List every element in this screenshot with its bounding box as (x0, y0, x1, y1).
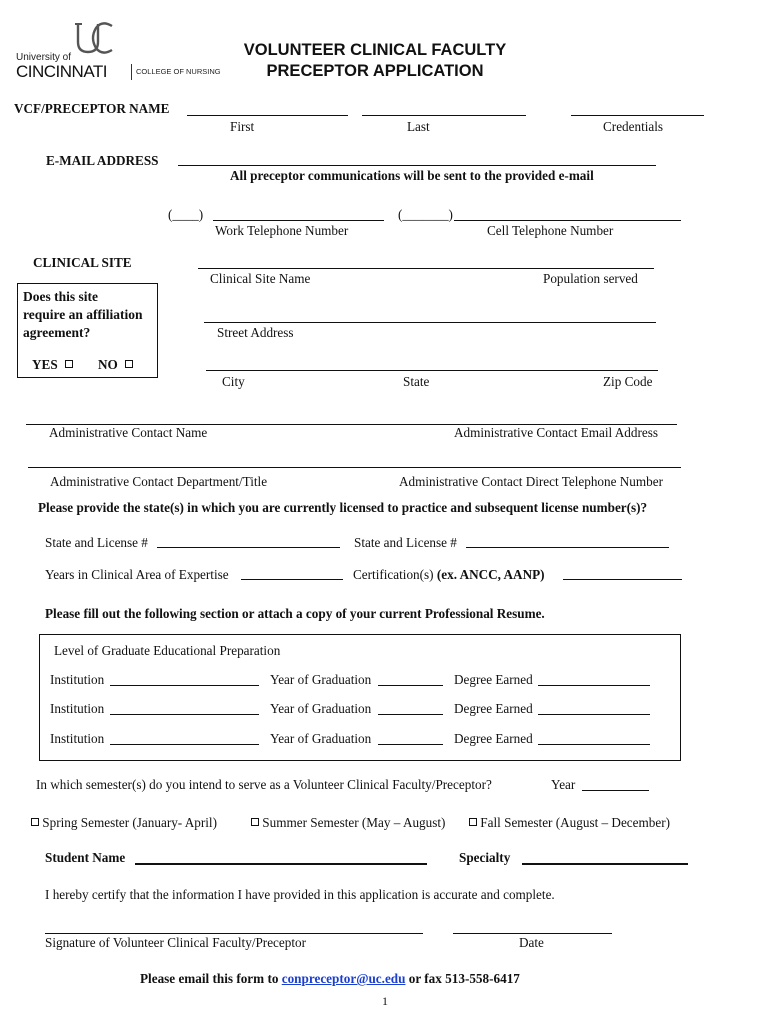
year-label: Year (551, 777, 576, 792)
work-area-code[interactable]: (____) (168, 207, 204, 222)
title-line-1: VOLUNTEER CLINICAL FACULTY (243, 41, 507, 59)
degree-earned-label: Degree Earned (454, 672, 533, 687)
year-graduation-field[interactable] (378, 685, 443, 686)
years-expertise-label: Years in Clinical Area of Expertise (45, 567, 229, 582)
student-name-field[interactable] (135, 863, 427, 865)
admin-phone-label: Administrative Contact Direct Telephone Number (399, 474, 663, 489)
title-line-2: PRECEPTOR APPLICATION (266, 62, 484, 80)
street-address-field[interactable] (204, 322, 656, 323)
degree-earned-label: Degree Earned (454, 701, 533, 716)
institution-label: Institution (50, 701, 105, 716)
logo-university-of: University of (16, 52, 72, 63)
credentials-field[interactable] (571, 115, 704, 116)
spring-semester-option[interactable] (31, 815, 217, 831)
signature-label: Signature of Volunteer Clinical Faculty/Preceptor (45, 935, 307, 950)
email-field[interactable] (178, 165, 656, 166)
degree-earned-field[interactable] (538, 685, 650, 686)
fall-semester-option[interactable] (469, 815, 670, 831)
state-license-1-field[interactable] (157, 547, 340, 548)
years-expertise-field[interactable] (241, 579, 343, 580)
semester-question: In which semester(s) do you intend to serve as a Volunteer Clinical Faculty/Preceptor? (36, 777, 492, 792)
state-license-2-label: State and License # (354, 535, 457, 550)
population-served-label: Population served (543, 271, 638, 286)
admin-contact-email-label: Administrative Contact Email Address (454, 425, 659, 440)
certification-label (353, 567, 545, 583)
no-label: NO (98, 357, 118, 372)
yes-label: YES (32, 357, 58, 372)
footer-fax: or fax 513-558-6417 (408, 971, 520, 986)
zip-label: Zip Code (603, 374, 653, 389)
year-graduation-label: Year of Graduation (270, 672, 372, 687)
education-instruction: Please fill out the following section or attach a copy of your current Professional Resume. (45, 606, 545, 621)
logo-divider (131, 64, 132, 80)
state-license-1-label: State and License # (45, 535, 148, 550)
uc-logo (14, 18, 221, 81)
affiliation-question (23, 288, 143, 342)
degree-earned-field[interactable] (538, 714, 650, 715)
affiliation-no-option[interactable] (98, 357, 133, 373)
state-license-2-field[interactable] (466, 547, 669, 548)
spring-checkbox[interactable] (31, 818, 39, 826)
first-name-label: First (230, 119, 255, 134)
uc-monogram-icon (72, 18, 116, 58)
date-field[interactable] (453, 933, 612, 934)
footer-prefix: Please email this form to (140, 971, 279, 986)
fall-label: Fall Semester (August – December) (480, 815, 670, 830)
email-note: All preceptor communications will be sent to the provided e-mail (230, 168, 594, 183)
year-field[interactable] (582, 790, 649, 791)
cell-phone-label: Cell Telephone Number (487, 223, 614, 238)
education-heading: Level of Graduate Educational Preparation (54, 643, 281, 658)
certification-text: Certification(s) (353, 567, 434, 582)
affiliation-box (17, 283, 158, 378)
summer-label: Summer Semester (May – August) (262, 815, 446, 830)
institution-label: Institution (50, 672, 105, 687)
date-label: Date (519, 935, 544, 950)
city-label: City (222, 374, 245, 389)
last-name-field[interactable] (362, 115, 526, 116)
first-name-field[interactable] (187, 115, 348, 116)
street-address-label: Street Address (217, 325, 294, 340)
preceptor-name-label: VCF/PRECEPTOR NAME (14, 101, 170, 116)
degree-earned-label: Degree Earned (454, 731, 533, 746)
summer-semester-option[interactable] (251, 815, 445, 831)
year-graduation-label: Year of Graduation (270, 731, 372, 746)
student-name-label: Student Name (45, 850, 126, 865)
footer-email-link[interactable]: conpreceptor@uc.edu (281, 971, 406, 986)
yes-checkbox[interactable] (65, 360, 73, 368)
year-graduation-field[interactable] (378, 714, 443, 715)
clinical-site-name-label: Clinical Site Name (210, 271, 311, 286)
institution-label: Institution (50, 731, 105, 746)
logo-college: COLLEGE OF NURSING (136, 67, 221, 76)
institution-field[interactable] (110, 744, 259, 745)
last-name-label: Last (407, 119, 430, 134)
clinical-site-heading: CLINICAL SITE (33, 255, 132, 270)
institution-field[interactable] (110, 714, 259, 715)
state-label: State (403, 374, 430, 389)
footer-instruction (140, 971, 520, 987)
affiliation-line-2: require an affiliation (23, 307, 143, 322)
certification-field[interactable] (563, 579, 682, 580)
year-graduation-field[interactable] (378, 744, 443, 745)
license-instruction: Please provide the state(s) in which you are currently licensed to practice and subsequent license number(s)? (38, 500, 648, 515)
year-graduation-label: Year of Graduation (270, 701, 372, 716)
email-label: E-MAIL ADDRESS (46, 153, 159, 168)
work-phone-label: Work Telephone Number (215, 223, 349, 238)
admin-dept-label: Administrative Contact Department/Title (50, 474, 268, 489)
affiliation-line-3: agreement? (23, 325, 91, 340)
spring-label: Spring Semester (January- April) (42, 815, 217, 830)
cell-area-code[interactable]: (_______) (398, 207, 453, 222)
certify-statement: I hereby certify that the information I have provided in this application is accurate and complete. (45, 887, 555, 902)
signature-field[interactable] (45, 933, 423, 934)
summer-checkbox[interactable] (251, 818, 259, 826)
work-phone-field[interactable] (213, 220, 384, 221)
no-checkbox[interactable] (125, 360, 133, 368)
clinical-site-name-field[interactable] (198, 268, 654, 269)
city-state-zip-field[interactable] (206, 370, 658, 371)
certification-example: (ex. ANCC, AANP) (436, 567, 545, 582)
specialty-label: Specialty (459, 850, 511, 865)
fall-checkbox[interactable] (469, 818, 477, 826)
credentials-label: Credentials (603, 119, 664, 134)
page-title (220, 40, 530, 82)
institution-field[interactable] (110, 685, 259, 686)
admin-dept-field[interactable] (28, 467, 681, 468)
affiliation-yes-option[interactable] (32, 357, 73, 373)
degree-earned-field[interactable] (538, 744, 650, 745)
specialty-field[interactable] (522, 863, 688, 865)
cell-phone-field[interactable] (454, 220, 681, 221)
admin-contact-name-label: Administrative Contact Name (49, 425, 208, 440)
logo-cincinnati: CINCINNATI (16, 62, 108, 81)
page-number: 1 (382, 994, 388, 1008)
affiliation-line-1: Does this site (23, 289, 98, 304)
